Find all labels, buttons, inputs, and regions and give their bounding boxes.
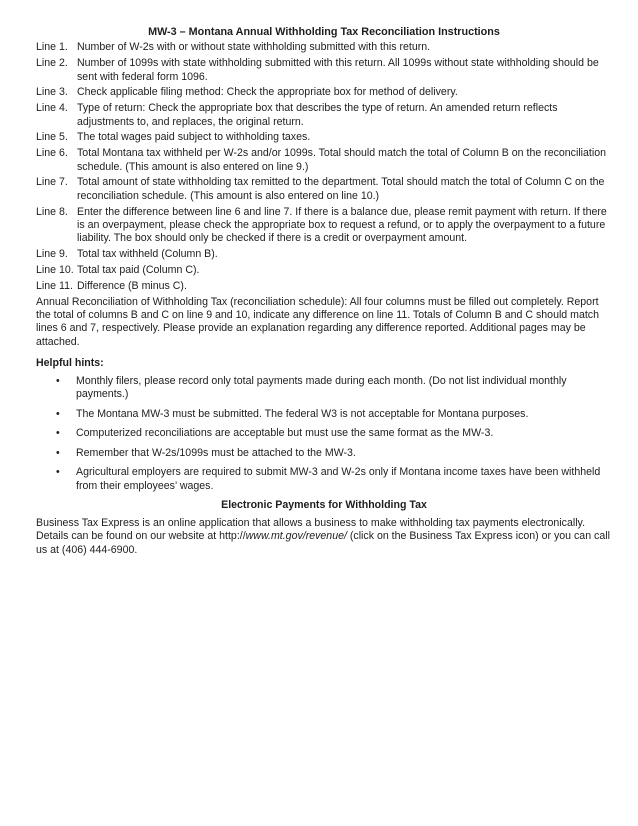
bullet-icon: •: [56, 427, 60, 440]
line-text: Enter the difference between line 6 and line 7. If there is a balance due, please remit payment with return. If there is an overpayment, please check the appropriate box to request a refund, or to apply the overpayment to a future liability. The box should only be checked if there is a credit or overpayment amount.: [77, 205, 607, 245]
line-text: Total amount of state withholding tax remitted to the department. Total should match the total of Column C on the reconciliation schedule. (This amount is also entered on line 10.): [77, 176, 605, 202]
line-item: [36, 280, 612, 293]
hint-text: Monthly filers, please record only total payments made during each month. (Do not list individual monthly payments.): [76, 374, 567, 401]
line-label: Line 10.: [36, 264, 74, 277]
line-label: Line 11.: [36, 279, 73, 292]
line-item: [36, 264, 612, 277]
hint-text: Remember that W-2s/1099s must be attached to the MW-3.: [76, 446, 356, 459]
closing-paragraph: [36, 517, 612, 557]
hint-text: Computerized reconciliations are acceptable but must use the same format as the MW-3.: [76, 427, 494, 440]
bullet-icon: •: [56, 374, 60, 387]
line-text: Check applicable filing method: Check the appropriate box for method of delivery.: [77, 86, 458, 99]
line-item: [36, 131, 612, 144]
helpful-hints-heading: Helpful hints:: [36, 357, 104, 370]
line-text: Type of return: Check the appropriate box that describes the type of return. An amended return reflects adjustments to, and replaces, the original return.: [77, 102, 558, 128]
reconciliation-paragraph: Annual Reconciliation of Withholding Tax (reconciliation schedule): All four columns must be filled out completely. Report the total of columns B and C on line 9 and 10, indicate any difference on line 11. Totals of Column B and C should match lines 6 and 7, respectively. Please provide an explanation regarding any difference reported. Additional pages may be attached.: [36, 295, 599, 348]
hint-text: Agricultural employers are required to submit MW-3 and W-2s only if Montana income taxes have been withheld from their employees’ wages.: [76, 466, 601, 492]
website-link[interactable]: www.mt.gov/revenue/: [245, 530, 347, 543]
helpful-hints-list: [36, 375, 612, 494]
line-item: [36, 41, 612, 54]
list-item: [36, 408, 612, 421]
hint-text: The Montana MW-3 must be submitted. The federal W3 is not acceptable for Montana purposes.: [76, 407, 529, 420]
line-label: Line 3.: [36, 86, 68, 99]
line-text: Number of W-2s with or without state withholding submitted with this return.: [77, 41, 431, 54]
line-item: [36, 57, 612, 84]
line-label: Line 6.: [36, 147, 68, 160]
line-label: Line 4.: [36, 102, 68, 115]
list-item: [36, 447, 612, 460]
instructions-page: [36, 26, 612, 557]
line-text: Total Montana tax withheld per W-2s and/or 1099s. Total should match the total of Column B on the reconciliation schedule. (This amount is also entered on line 9.): [77, 147, 607, 173]
line-item: [36, 206, 612, 246]
bullet-icon: •: [56, 407, 60, 420]
electronic-payments-heading: Electronic Payments for Withholding Tax: [221, 499, 427, 512]
line-item: [36, 147, 612, 174]
line-text: Difference (B minus C).: [77, 279, 187, 292]
bullet-icon: •: [56, 446, 60, 459]
line-item: [36, 102, 612, 129]
closing-text-after-url: (click on the Business Tax Express icon) or you can call us at (406) 444-6900.: [36, 530, 610, 556]
line-label: Line 8.: [36, 205, 68, 218]
line-item: [36, 86, 612, 99]
list-item: [36, 466, 612, 493]
line-instructions: [36, 41, 612, 293]
line-item: [36, 248, 612, 261]
closing-text-before-url: Business Tax Express is an online application that allows a business to make withholding tax payments electronically. Details can be found on our website at http://: [36, 516, 586, 543]
line-text: Number of 1099s with state withholding submitted with this return. All 1099s without state withholding should be sent with federal form 1096.: [77, 57, 599, 83]
line-text: Total tax withheld (Column B).: [77, 248, 218, 261]
line-label: Line 9.: [36, 248, 68, 261]
list-item: [36, 427, 612, 440]
list-item: [36, 375, 612, 402]
line-label: Line 7.: [36, 176, 68, 189]
bullet-icon: •: [56, 466, 60, 479]
document-title: MW-3 – Montana Annual Withholding Tax Reconciliation Instructions: [148, 26, 500, 38]
line-label: Line 5.: [36, 131, 68, 144]
line-label: Line 2.: [36, 57, 68, 70]
line-text: The total wages paid subject to withholding taxes.: [77, 131, 311, 144]
line-item: [36, 176, 612, 203]
line-label: Line 1.: [36, 41, 68, 54]
line-text: Total tax paid (Column C).: [77, 264, 200, 277]
